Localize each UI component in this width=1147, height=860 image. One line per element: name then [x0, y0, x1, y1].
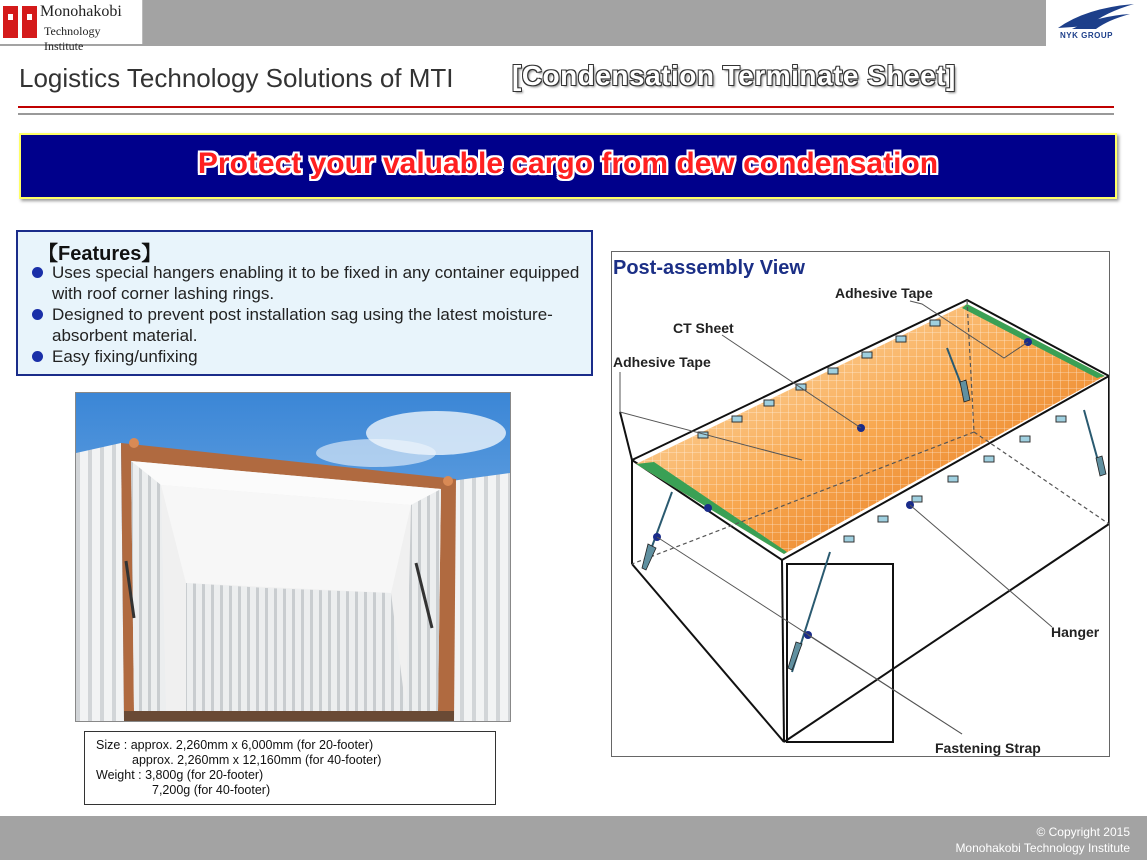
header-bar — [0, 0, 1147, 46]
feature-text: Designed to prevent post installation sag using the latest moisture-absorbent material. — [52, 305, 553, 345]
product-name: [Condensation Terminate Sheet] — [512, 60, 956, 91]
features-heading: 【Features】 — [38, 243, 162, 265]
features-list — [30, 262, 585, 367]
features-box — [16, 230, 593, 376]
bullet-icon — [32, 351, 43, 362]
diagram-title: Post-assembly View — [613, 257, 805, 279]
spec-size-40: approx. 2,260mm x 12,160mm (for 40-footer) — [132, 753, 382, 767]
feature-item — [30, 262, 585, 304]
mti-logo — [0, 0, 143, 53]
feature-item — [30, 346, 585, 367]
headline-banner — [19, 133, 1117, 199]
post-assembly-diagram — [611, 251, 1110, 757]
feature-text: Easy fixing/unfixing — [52, 347, 198, 366]
mti-logo-icon — [3, 6, 37, 38]
logo-line1: Monohakobi — [40, 3, 122, 20]
label-ct-sheet: CT Sheet — [673, 320, 734, 336]
spec-weight-20: Weight : 3,800g (for 20-footer) — [96, 768, 264, 782]
spec-weight-40: 7,200g (for 40-footer) — [152, 783, 271, 797]
bullet-icon — [32, 267, 43, 278]
label-hanger: Hanger — [1051, 624, 1100, 640]
label-fastening-strap: Fastening Strap — [935, 740, 1041, 756]
nyk-logo — [1046, 0, 1147, 46]
divider-red — [18, 106, 1114, 108]
nyk-wings-icon — [1046, 0, 1147, 32]
logo-line2: Technology Institute — [44, 24, 101, 53]
label-adhesive-tape-left: Adhesive Tape — [613, 354, 711, 370]
page-title: Logistics Technology Solutions of MTI — [19, 63, 454, 93]
copyright-text: © Copyright 2015 — [1036, 825, 1130, 839]
nyk-text: NYK GROUP — [1060, 31, 1113, 40]
container-photo — [75, 392, 511, 722]
specs-box — [84, 731, 496, 805]
divider-grey — [18, 113, 1114, 115]
feature-text: Uses special hangers enabling it to be fixed in any container equipped with roof corner lashing rings. — [52, 263, 580, 303]
spec-size-20: Size : approx. 2,260mm x 6,000mm (for 20-footer) — [96, 738, 374, 752]
copyright-org: Monohakobi Technology Institute — [955, 841, 1130, 855]
feature-item — [30, 304, 585, 346]
headline-text: Protect your valuable cargo from dew condensation — [197, 147, 939, 180]
footer-bar — [0, 816, 1147, 860]
label-adhesive-tape-top: Adhesive Tape — [835, 285, 933, 301]
bullet-icon — [32, 309, 43, 320]
